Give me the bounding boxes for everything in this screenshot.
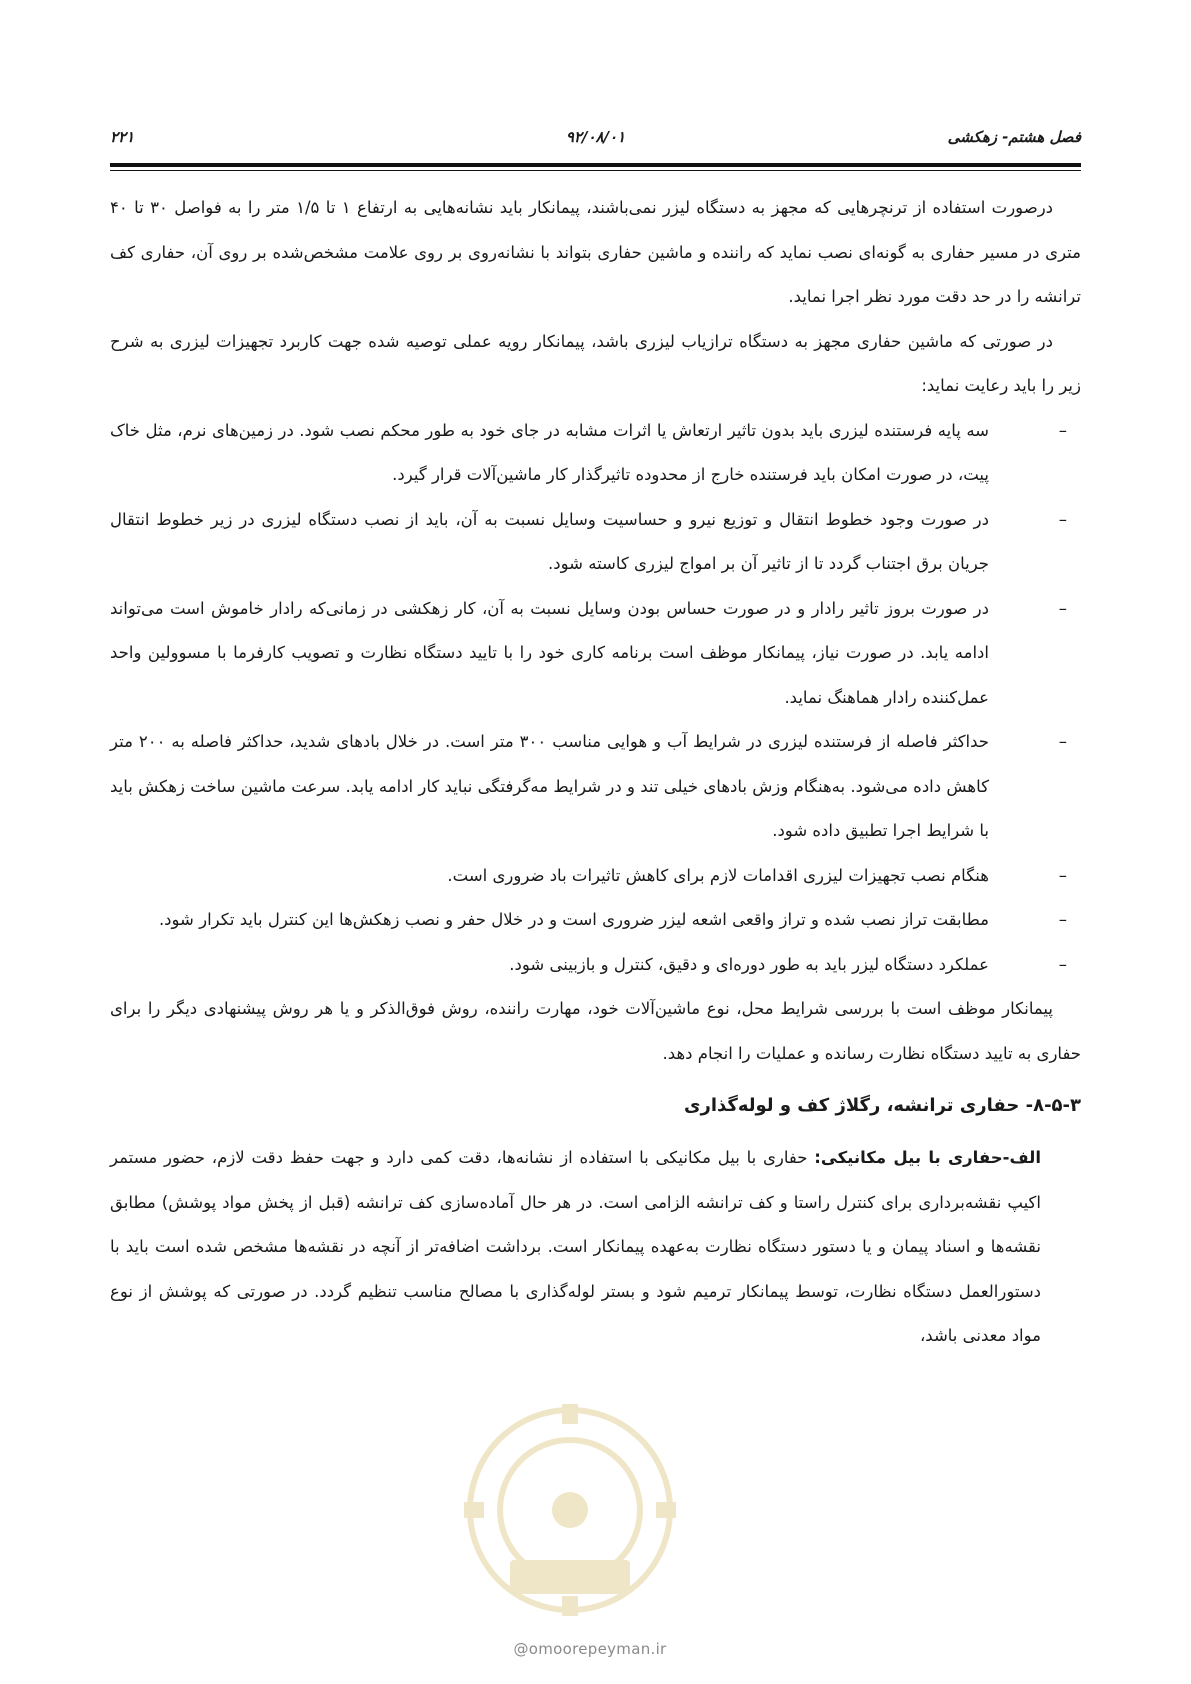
list-item: – سه پایه فرستنده لیزری باید بدون تاثیر ارتعاش یا اثرات مشابه در جای خود به طور محکم نصب شود. در زمین‌های نرم، مثل خاک پیت، در صورت امکان باید فرستنده خارج از محدوده تاثیرگذار کار ماشین‌آلات قرار گیرد. [110,420,1067,484]
header-rule-thick [110,163,1081,167]
header-date: ۹۲/۰۸/۰۱ [565,128,626,146]
laser-guidelines-list [110,409,1081,988]
list-item: – حداکثر فاصله از فرستنده لیزری در شرایط آب و هوایی مناسب ۳۰۰ متر است. در خلال بادهای شدید، حداکثر فاصله به ۲۰۰ متر کاهش داده می‌شود. به‌هنگام وزش بادهای خیلی تند و در شرایط مه‌گرفتگی نباید کار ادامه یابد. سرعت ماشین ساخت زهکش باید با شرایط اجرا تطبیق داده شود. [110,732,1067,840]
list-item: – در صورت وجود خطوط انتقال و توزیع نیرو و حساسیت وسایل نسبت به آن، باید از نصب دستگاه لیزری در زیر خطوط انتقال جریان برق اجتناب گردد تا از تاثیر آن بر امواج لیزری کاسته شود. [110,509,1067,573]
paragraph-2: در صورتی که ماشین حفاری مجهز به دستگاه ترازیاب لیزری باشد، پیمانکار رویه عملی توصیه شده جهت کاربرد تجهیزات لیزری به شرح زیر را باید رعایت نماید: [110,331,1081,395]
watermark-site: @omoorepeyman.ir [513,1640,667,1658]
list-item: – هنگام نصب تجهیزات لیزری اقدامات لازم برای کاهش تاثیرات باد ضروری است. [447,865,1067,885]
subsection-excavator [110,1136,1081,1359]
paragraph-3: پیمانکار موظف است با بررسی شرایط محل، نوع ماشین‌آلات خود، مهارت راننده، روش فوق‌الذکر و یا هر روش پیشنهادی دیگر را برای حفاری به تایید دستگاه نظارت رسانده و عملیات را انجام دهد. [110,999,1081,1063]
list-item: – مطابقت تراز نصب شده و تراز واقعی اشعه لیزر ضروری است و در خلال حفر و نصب زهکش‌ها این کنترل باید تکرار شود. [158,910,1067,929]
chapter-title: فصل هشتم- زهکشی [947,128,1081,146]
header-rule-thin [110,170,1081,171]
page-number: ۲۲۱ [110,128,135,146]
list-item: – عملکرد دستگاه لیزر باید به طور دوره‌ای و دقیق، کنترل و بازبینی شود. [509,954,1067,974]
page-header [110,128,1081,154]
subsection-text: حفاری با بیل مکانیکی با استفاده از نشانه‌ها، دقت کمی دارد و جهت حفظ دقت لازم، حضور مستمر اکیپ نقشه‌برداری برای کنترل راستا و کف ترانشه الزامی است. در هر حال آماده‌سازی کف ترانشه (قبل از پخش مواد پوشش) مطابق نقشه‌ها و اسناد پیمان و یا دستور دستگاه نظارت به‌عهده پیمانکار است. برداشت اضافه‌تر از آنچه در نقشه‌ها مشخص شده است باید با دستورالعمل دستگاه نظارت، توسط پیمانکار ترمیم شود و بستر لوله‌گذاری با مصالح مناسب تنظیم گردد. در صورتی که پوشش از نوع مواد معدنی باشد، [110,1148,1041,1345]
list-item: – در صورت بروز تاثیر رادار و در صورت حساس بودن وسایل نسبت به آن، کار زهکشی در زمانی‌که رادار خاموش است می‌تواند ادامه یابد. در صورت نیاز، پیمانکار موظف است برنامه کاری خود را با تایید دستگاه نظارت و تصویب کارفرما با مسوولین واحد عمل‌کننده رادار هماهنگ نماید. [110,598,1067,707]
paragraph-1: درصورت استفاده از ترنچرهایی که مجهز به دستگاه لیزر نمی‌باشند، پیمانکار باید نشانه‌هایی به ارتفاع ۱ تا ۱/۵ متر را به فواصل ۳۰ تا ۴۰ متری در مسیر حفاری به گونه‌ای نصب نماید که راننده و ماشین حفاری بتواند با نشانه‌روی بر روی علامت مشخص‌شده بر روی آن، حفاری کف ترانشه را در حد دقت مورد نظر اجرا نماید. [110,198,1081,306]
body-text [110,186,1081,1359]
watermark-seal-icon [450,1390,690,1630]
section-heading: ۸-۵-۳- حفاری ترانشه، رگلاژ کف و لوله‌گذاری [683,1095,1081,1116]
subsection-lead: الف-حفاری با بیل مکانیکی: [814,1148,1041,1167]
